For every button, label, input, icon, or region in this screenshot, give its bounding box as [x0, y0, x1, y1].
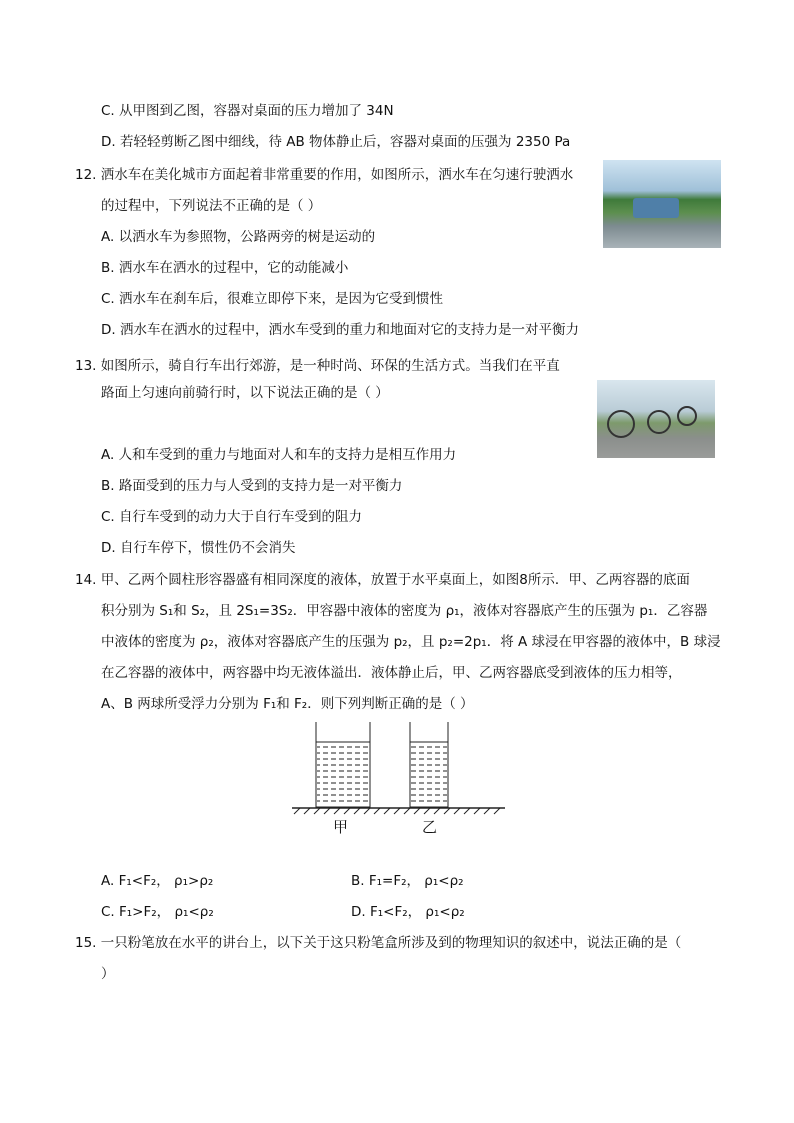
q11-option-d: D. 若轻轻剪断乙图中细线，待 AB 物体静止后，容器对桌面的压强为 2350 Pa: [101, 134, 571, 150]
q14-option-b: B. F₁=F₂， ρ₁<ρ₂: [351, 873, 464, 889]
cyclists-photo: [597, 380, 715, 458]
q14-stem-4: 在乙容器的液体中，两容器中均无液体溢出．液体静止后，甲、乙两容器底受到液体的压力相等，: [101, 665, 682, 681]
q14-stem-2: 积分别为 S₁和 S₂，且 2S₁=3S₂．甲容器中液体的密度为 ρ₁，液体对容器底产生的压强为 p₁．乙容器: [101, 603, 708, 619]
q15-stem-2: ）: [101, 966, 115, 982]
q14-stem-5: A、B 两球所受浮力分别为 F₁和 F₂．则下列判断正确的是（ ）: [101, 696, 474, 712]
q13-option-a: A. 人和车受到的重力与地面对人和车的支持力是相互作用力: [101, 447, 457, 463]
q12-option-d: D. 洒水车在洒水的过程中，洒水车受到的重力和地面对它的支持力是一对平衡力: [101, 322, 579, 338]
q14-option-a: A. F₁<F₂， ρ₁>ρ₂: [101, 873, 214, 889]
q14-option-c: C. F₁>F₂， ρ₁<ρ₂: [101, 904, 214, 920]
containers-figure: [290, 720, 510, 820]
q13-option-c: C. 自行车受到的动力大于自行车受到的阻力: [101, 509, 363, 525]
q12-option-b: B. 洒水车在洒水的过程中，它的动能减小: [101, 260, 349, 276]
q12-option-a: A. 以洒水车为参照物，公路两旁的树是运动的: [101, 229, 376, 245]
q13-stem-1: 13. 如图所示，骑自行车出行郊游，是一种时尚、环保的生活方式。当我们在平直: [75, 358, 560, 374]
table-hatching: [294, 808, 500, 814]
figure-label-yi: 乙: [422, 818, 438, 836]
q13-option-b: B. 路面受到的压力与人受到的支持力是一对平衡力: [101, 478, 403, 494]
figure-label-jia: 甲: [333, 818, 349, 836]
q12-stem-2: 的过程中，下列说法不正确的是（ ）: [101, 198, 322, 214]
q13-stem-2: 路面上匀速向前骑行时，以下说法正确的是（ ）: [101, 385, 389, 401]
q15-stem-1: 15. 一只粉笔放在水平的讲台上，以下关于这只粉笔盒所涉及到的物理知识的叙述中，说法正确的是（: [75, 935, 682, 951]
sprinkler-truck-photo: [603, 160, 721, 248]
q14-stem-1: 14. 甲、乙两个圆柱形容器盛有相同深度的液体，放置于水平桌面上，如图8所示．甲、乙两容器的底面: [75, 572, 690, 588]
q13-option-d: D. 自行车停下，惯性仍不会消失: [101, 540, 296, 556]
q14-option-d: D. F₁<F₂， ρ₁<ρ₂: [351, 904, 465, 920]
q12-option-c: C. 洒水车在刹车后，很难立即停下来，是因为它受到惯性: [101, 291, 444, 307]
q14-stem-3: 中液体的密度为 ρ₂，液体对容器底产生的压强为 p₂，且 p₂=2p₁．将 A 球浸在甲容器的液体中，B 球浸: [101, 634, 721, 650]
container-jia: [316, 722, 370, 807]
q11-option-c: C. 从甲图到乙图，容器对桌面的压力增加了 34N: [101, 103, 394, 119]
q12-stem-1: 12. 洒水车在美化城市方面起着非常重要的作用，如图所示，洒水车在匀速行驶洒水: [75, 167, 574, 183]
container-yi: [410, 722, 448, 807]
